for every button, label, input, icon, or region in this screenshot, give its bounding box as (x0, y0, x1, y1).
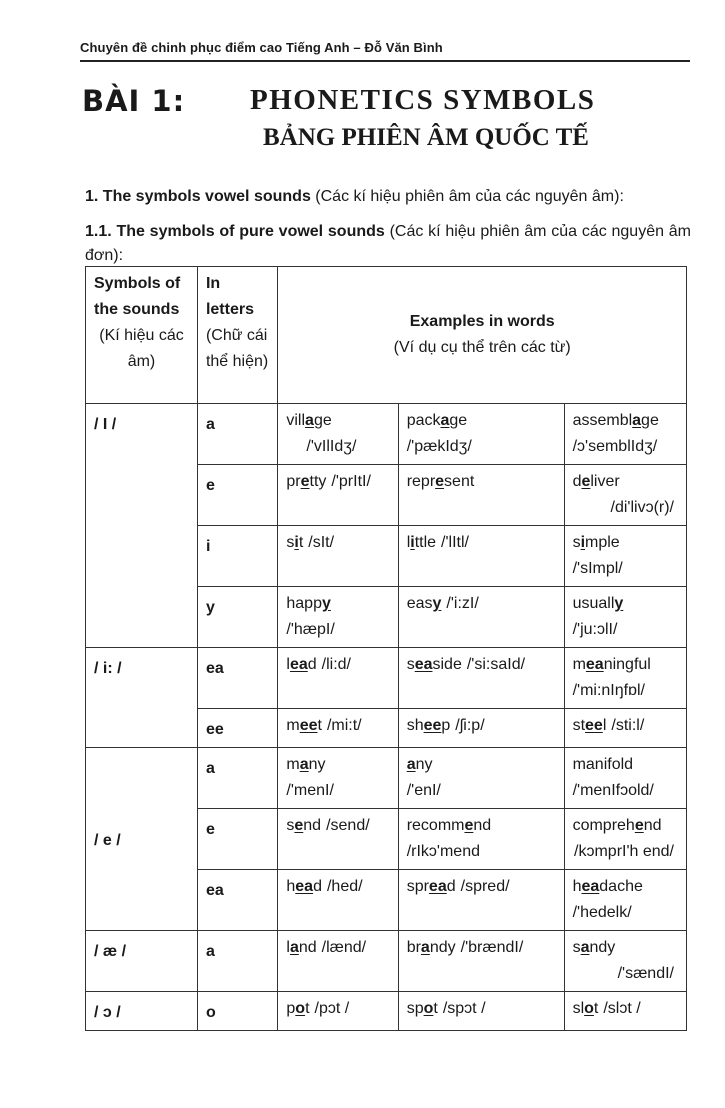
example-ipa: /'sImpl/ (572, 560, 623, 577)
word-part: sp (406, 1000, 424, 1017)
table-row (86, 404, 687, 465)
example-word (286, 756, 325, 773)
example-cell (398, 992, 564, 1031)
example-ipa: /ʃi:p/ (455, 717, 485, 734)
example-word (286, 473, 326, 490)
example-cell (278, 404, 398, 465)
example-word (573, 756, 633, 773)
word-part: tty (309, 473, 327, 490)
example-cell (564, 526, 686, 587)
word-part: sh (406, 717, 424, 734)
sound-symbol: / i: / (86, 648, 198, 748)
example-ipa: /'sændI/ (617, 965, 674, 982)
highlighted-letters: a (299, 756, 309, 773)
example-ipa: /'enI/ (406, 782, 441, 799)
highlighted-letters: e (581, 473, 591, 490)
example-cell (278, 931, 398, 992)
highlighted-letters: o (295, 1000, 306, 1017)
example-cell (564, 648, 686, 709)
example-word (407, 473, 475, 490)
word-part: ny (415, 756, 433, 773)
word-part: recomm (406, 817, 465, 834)
highlighted-letters: i (410, 534, 415, 551)
header-symbols (86, 267, 198, 404)
word-part: sent (444, 473, 475, 490)
word-part: vill (286, 412, 306, 429)
example-ipa: /'vIlIdʒ/ (306, 438, 357, 455)
example-word (573, 939, 616, 956)
example-ipa: /hed/ (326, 878, 363, 895)
header-letters-vi: (Chữ cái thể hiện) (205, 327, 269, 370)
example-cell (398, 526, 564, 587)
header-letters-line1: In (205, 275, 221, 292)
word-part: ny (308, 756, 326, 773)
sound-symbol: / e / (86, 748, 198, 931)
example-cell (564, 809, 686, 870)
highlighted-letters: a (420, 939, 430, 956)
example-ipa: /'pækIdʒ/ (406, 438, 472, 455)
highlighted-letters: e (634, 817, 644, 834)
highlighted-letters: ea (581, 878, 600, 895)
example-word (286, 412, 331, 429)
word-part: l (286, 656, 290, 673)
word-part: p (441, 717, 451, 734)
word-part: manifold (572, 756, 634, 773)
example-ipa: /'mi:nIŋfɒl/ (572, 682, 645, 699)
example-ipa: /'menIfɔold/ (572, 782, 654, 799)
example-cell (278, 587, 398, 648)
example-word (286, 656, 316, 673)
example-ipa: /slɔt / (603, 1000, 641, 1017)
example-cell (278, 992, 398, 1031)
example-ipa: /'menI/ (286, 782, 334, 799)
example-ipa: /sti:l/ (611, 717, 645, 734)
example-ipa: /'prItI/ (331, 473, 371, 490)
example-cell (278, 748, 398, 809)
section-1-heading (85, 188, 624, 206)
example-ipa: /rIkɔ'mend (406, 843, 480, 860)
word-part: l (602, 717, 607, 734)
letter-cell: ee (197, 709, 277, 748)
sound-symbol: / æ / (86, 931, 198, 992)
example-word (407, 717, 451, 734)
example-word (407, 1000, 438, 1017)
highlighted-letters: ea (289, 656, 308, 673)
letter-cell: o (197, 992, 277, 1031)
word-part: spr (406, 878, 429, 895)
word-part: s (572, 534, 581, 551)
example-cell (398, 465, 564, 526)
example-cell (564, 709, 686, 748)
highlighted-letters: ea (295, 878, 314, 895)
example-cell (278, 526, 398, 587)
highlighted-letters: ee (299, 717, 318, 734)
word-part: liver (590, 473, 620, 490)
word-part: side (432, 656, 462, 673)
word-part: st (572, 717, 586, 734)
word-part: l (406, 534, 411, 551)
highlighted-letters: ee (423, 717, 442, 734)
word-part: d (446, 878, 456, 895)
letter-cell: a (197, 748, 277, 809)
section-1-rest: (Các kí hiệu phiên âm của các nguyên âm): (310, 188, 624, 205)
word-part: sl (572, 1000, 585, 1017)
example-word (407, 656, 462, 673)
word-part: nd (298, 939, 317, 956)
highlighted-letters: a (406, 756, 416, 773)
header-symbols-vi: (Kí hiệu các âm) (99, 327, 184, 370)
word-part: compreh (572, 817, 635, 834)
word-part: assembl (572, 412, 633, 429)
example-word (573, 595, 624, 612)
example-word (286, 534, 303, 551)
header-symbols-line1: Symbols of (94, 275, 181, 292)
lesson-title: PHONETICS SYMBOLS (250, 84, 596, 116)
sound-symbol: / I / (86, 404, 198, 648)
example-word (573, 1000, 599, 1017)
example-word (407, 534, 436, 551)
word-part: s (572, 939, 581, 956)
word-part: pr (286, 473, 301, 490)
example-word (286, 1000, 309, 1017)
example-ipa: /'brændI/ (460, 939, 524, 956)
example-word (573, 473, 620, 490)
word-part: ndy (429, 939, 456, 956)
word-part: m (286, 756, 300, 773)
example-word (573, 878, 643, 895)
section-1-1-heading (85, 220, 691, 268)
example-word (286, 595, 331, 612)
example-ipa: /'si:saId/ (466, 656, 526, 673)
word-part: dache (599, 878, 643, 895)
word-part: ttle (414, 534, 437, 551)
word-part: pack (406, 412, 441, 429)
word-part: p (286, 1000, 296, 1017)
highlighted-letters: e (435, 473, 445, 490)
highlighted-letters: a (289, 939, 299, 956)
example-cell (398, 648, 564, 709)
example-word (407, 412, 468, 429)
highlighted-letters: e (464, 817, 474, 834)
word-part: s (286, 534, 295, 551)
example-word (286, 939, 316, 956)
example-cell (564, 404, 686, 465)
word-part: l (286, 939, 290, 956)
header-examples (278, 267, 687, 404)
word-part: eas (406, 595, 433, 612)
table-header-row (86, 267, 687, 404)
highlighted-letters: ea (414, 656, 433, 673)
letter-cell: ea (197, 648, 277, 709)
example-word (573, 656, 651, 673)
word-part: ge (641, 412, 659, 429)
header-examples-title: Examples in words (409, 313, 555, 330)
letter-cell: a (197, 404, 277, 465)
header-examples-vi: (Ví dụ cụ thể trên các từ) (393, 339, 571, 356)
word-part: s (286, 817, 295, 834)
example-cell (278, 870, 398, 931)
table-row (86, 931, 687, 992)
highlighted-letters: i (294, 534, 299, 551)
word-part: h (286, 878, 296, 895)
header-letters (197, 267, 277, 404)
section-1-1-bold: 1.1. The symbols of pure vowel sounds (85, 223, 385, 240)
highlighted-letters: a (632, 412, 642, 429)
example-word (407, 939, 456, 956)
word-part: s (406, 656, 415, 673)
example-cell (398, 748, 564, 809)
word-part: br (406, 939, 421, 956)
example-word (407, 878, 456, 895)
highlighted-letters: e (300, 473, 310, 490)
example-word (286, 878, 322, 895)
example-cell (564, 992, 686, 1031)
word-part: d (307, 656, 317, 673)
word-part: mple (585, 534, 620, 551)
example-word (286, 717, 322, 734)
example-word (573, 717, 607, 734)
example-cell (564, 587, 686, 648)
example-cell (278, 465, 398, 526)
example-cell (278, 648, 398, 709)
highlighted-letters: o (584, 1000, 594, 1017)
example-cell (398, 404, 564, 465)
example-ipa: /send/ (326, 817, 370, 834)
word-part: ge (449, 412, 468, 429)
word-part: t (298, 534, 304, 551)
example-word (407, 817, 491, 834)
header-letters-line2: letters (205, 301, 254, 318)
example-ipa: /'hedelk/ (572, 904, 632, 921)
example-cell (398, 809, 564, 870)
letter-cell: ea (197, 870, 277, 931)
word-part: t (433, 1000, 438, 1017)
word-part: nd (473, 817, 492, 834)
letter-cell: i (197, 526, 277, 587)
example-word (407, 756, 433, 773)
word-part: d (313, 878, 322, 895)
word-part: m (286, 717, 300, 734)
highlighted-letters: a (305, 412, 314, 429)
word-part: nd (643, 817, 662, 834)
word-part: repr (406, 473, 436, 490)
example-cell (278, 809, 398, 870)
example-ipa: /kɔmprI'h end/ (574, 843, 674, 860)
example-ipa: /mi:t/ (326, 717, 362, 734)
highlighted-letters: a (440, 412, 450, 429)
running-header: Chuyên đề chinh phục điểm cao Tiếng Anh – Đỗ Văn Bình (80, 40, 443, 55)
example-ipa: /spred/ (460, 878, 510, 895)
word-part: t (317, 717, 322, 734)
example-ipa: /'hæpI/ (286, 621, 335, 638)
example-ipa: /spɔt / (442, 1000, 486, 1017)
section-1-1-rest: (Các kí hiệu phiên âm của các nguyên âm đơn): (85, 223, 691, 264)
example-ipa: /lænd/ (321, 939, 367, 956)
example-ipa: /'i:zI/ (446, 595, 479, 612)
section-1-bold: 1. The symbols vowel sounds (85, 188, 311, 205)
example-cell (564, 748, 686, 809)
vowel-table (85, 266, 687, 1031)
letter-cell: y (197, 587, 277, 648)
example-word (573, 817, 662, 834)
word-part: t (305, 1000, 310, 1017)
word-part: t (593, 1000, 599, 1017)
highlighted-letters: y (321, 595, 331, 612)
header-rule (80, 60, 690, 62)
highlighted-letters: ea (428, 878, 447, 895)
word-part: ningful (603, 656, 651, 673)
example-cell (398, 931, 564, 992)
example-cell (564, 465, 686, 526)
example-cell (278, 709, 398, 748)
word-part: d (572, 473, 582, 490)
example-cell (398, 870, 564, 931)
lesson-subtitle: BẢNG PHIÊN ÂM QUỐC TẾ (263, 124, 589, 151)
highlighted-letters: ee (585, 717, 603, 734)
highlighted-letters: y (614, 595, 624, 612)
highlighted-letters: ea (585, 656, 604, 673)
word-part: ndy (589, 939, 616, 956)
example-word (286, 817, 321, 834)
word-part: h (572, 878, 582, 895)
example-cell (398, 709, 564, 748)
letter-cell: e (197, 809, 277, 870)
example-ipa: /ɔ'semblIdʒ/ (572, 438, 658, 455)
header-symbols-line2: the sounds (94, 301, 180, 318)
example-ipa: /di'livɔ(r)/ (610, 499, 674, 516)
highlighted-letters: e (294, 817, 304, 834)
example-word (573, 534, 620, 551)
table-row (86, 992, 687, 1031)
example-ipa: /pɔt / (314, 1000, 350, 1017)
example-ipa: /'ju:ɔlI/ (572, 621, 618, 638)
highlighted-letters: a (580, 939, 590, 956)
letter-cell: e (197, 465, 277, 526)
word-part: happ (286, 595, 322, 612)
lesson-label: BÀI 1: (82, 84, 186, 118)
word-part: nd (303, 817, 322, 834)
highlighted-letters: o (423, 1000, 434, 1017)
example-ipa: /sIt/ (308, 534, 335, 551)
example-word (573, 412, 659, 429)
table-row (86, 648, 687, 709)
example-cell (564, 931, 686, 992)
example-word (407, 595, 442, 612)
word-part: ge (313, 412, 332, 429)
example-ipa: /'lItl/ (441, 534, 469, 551)
highlighted-letters: i (580, 534, 586, 551)
word-part: usuall (572, 595, 615, 612)
highlighted-letters: y (432, 595, 442, 612)
example-cell (564, 870, 686, 931)
word-part: m (572, 656, 586, 673)
example-ipa: /li:d/ (321, 656, 351, 673)
letter-cell: a (197, 931, 277, 992)
example-cell (398, 587, 564, 648)
sound-symbol: / ɔ / (86, 992, 198, 1031)
table-row (86, 748, 687, 809)
